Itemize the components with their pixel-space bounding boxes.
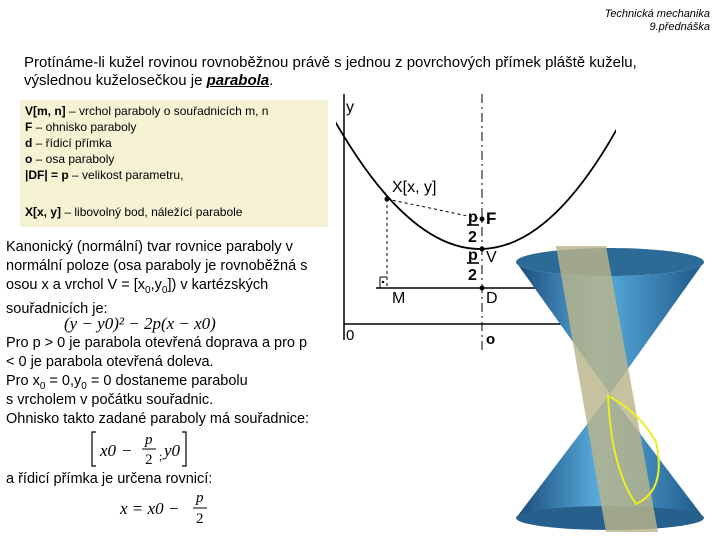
- definition-parameter: |DF| = p – velikost parametru,: [25, 168, 184, 182]
- label-two-bottom: 2: [468, 267, 477, 284]
- para-line4: s vrcholem v počátku souřadnic.: [6, 392, 214, 408]
- focus-formula: [90, 428, 190, 470]
- directrix-text: a řídicí přímka je určena rovnicí:: [6, 471, 213, 487]
- directrix-formula: [118, 488, 218, 530]
- label-y: y: [346, 99, 354, 116]
- focus-sep: ;: [159, 449, 163, 463]
- definition-axis: o – osa paraboly: [25, 152, 115, 166]
- label-p-top: p: [468, 209, 478, 226]
- definition-directrix: d – řídicí přímka: [25, 136, 112, 150]
- equation-parabola: (y − y0)² − 2p(x − x0): [64, 314, 216, 333]
- para-line3: Pro $x_0 = 0,y_0 = 0$ dostaneme parabolu: [6, 373, 248, 392]
- label-o: o: [486, 331, 496, 348]
- canonical-line4: souřadnicích je:: [6, 300, 108, 317]
- intro-paragraph: [24, 54, 704, 90]
- definitions-box: [20, 100, 328, 227]
- directrix-p: p: [196, 490, 204, 506]
- canonical-line2: normální poloze (osa paraboly je rovnoběžná s: [6, 258, 308, 274]
- focus-minus: −: [122, 441, 132, 460]
- canonical-text: [6, 238, 346, 319]
- label-X: X[x, y]: [392, 179, 437, 196]
- label-two-top: 2: [468, 229, 477, 246]
- definition-point: X[x, y] – libovolný bod, náležící parabole: [25, 205, 243, 219]
- label-p-bottom: p: [468, 247, 478, 264]
- focus-two: 2: [145, 452, 153, 468]
- directrix-lhs: x = x0 −: [120, 499, 180, 518]
- label-V: V: [486, 249, 497, 266]
- canonical-line3: osou x a vrchol $V = [x_0,y_0]$) v kartézských: [6, 277, 269, 296]
- directrix-two: 2: [196, 511, 204, 527]
- point-V: [480, 247, 485, 252]
- para-line2: < 0 je parabola otevřená doleva.: [6, 354, 214, 370]
- intro-text: Protínáme-li kužel rovinou rovnoběžnou právě s jednou z povrchových přímek pláště kuželu, výslednou kuželosečkou je: [24, 54, 637, 89]
- label-F: F: [486, 209, 497, 228]
- header-lecture: 9.přednáška: [649, 21, 710, 33]
- definition-focus: F – ohnisko paraboly: [25, 120, 137, 134]
- label-M: M: [392, 290, 406, 307]
- canonical-line1: Kanonický (normální) tvar rovnice paraboly v: [6, 239, 293, 255]
- header: [605, 8, 710, 34]
- para-line5: Ohnisko takto zadané paraboly má souřadnice:: [6, 411, 310, 427]
- label-D: D: [486, 290, 498, 307]
- intro-end: .: [269, 72, 274, 89]
- label-origin: 0: [346, 327, 355, 344]
- point-D: [480, 286, 485, 291]
- point-X: [385, 197, 390, 202]
- para-line1: Pro p > 0 je parabola otevřená doprava a pro p: [6, 335, 308, 351]
- header-course: Technická mechanika: [604, 8, 710, 20]
- focus-p: p: [145, 432, 153, 448]
- cone-section-figure: [508, 246, 714, 532]
- focus-y0: y0: [164, 441, 181, 460]
- point-F: [480, 217, 485, 222]
- definition-vertex: V[m, n] – vrchol paraboly o souřadnicích m, n: [25, 104, 269, 118]
- focus-x0: x0: [100, 441, 117, 460]
- intro-emphasis: parabola: [206, 72, 270, 89]
